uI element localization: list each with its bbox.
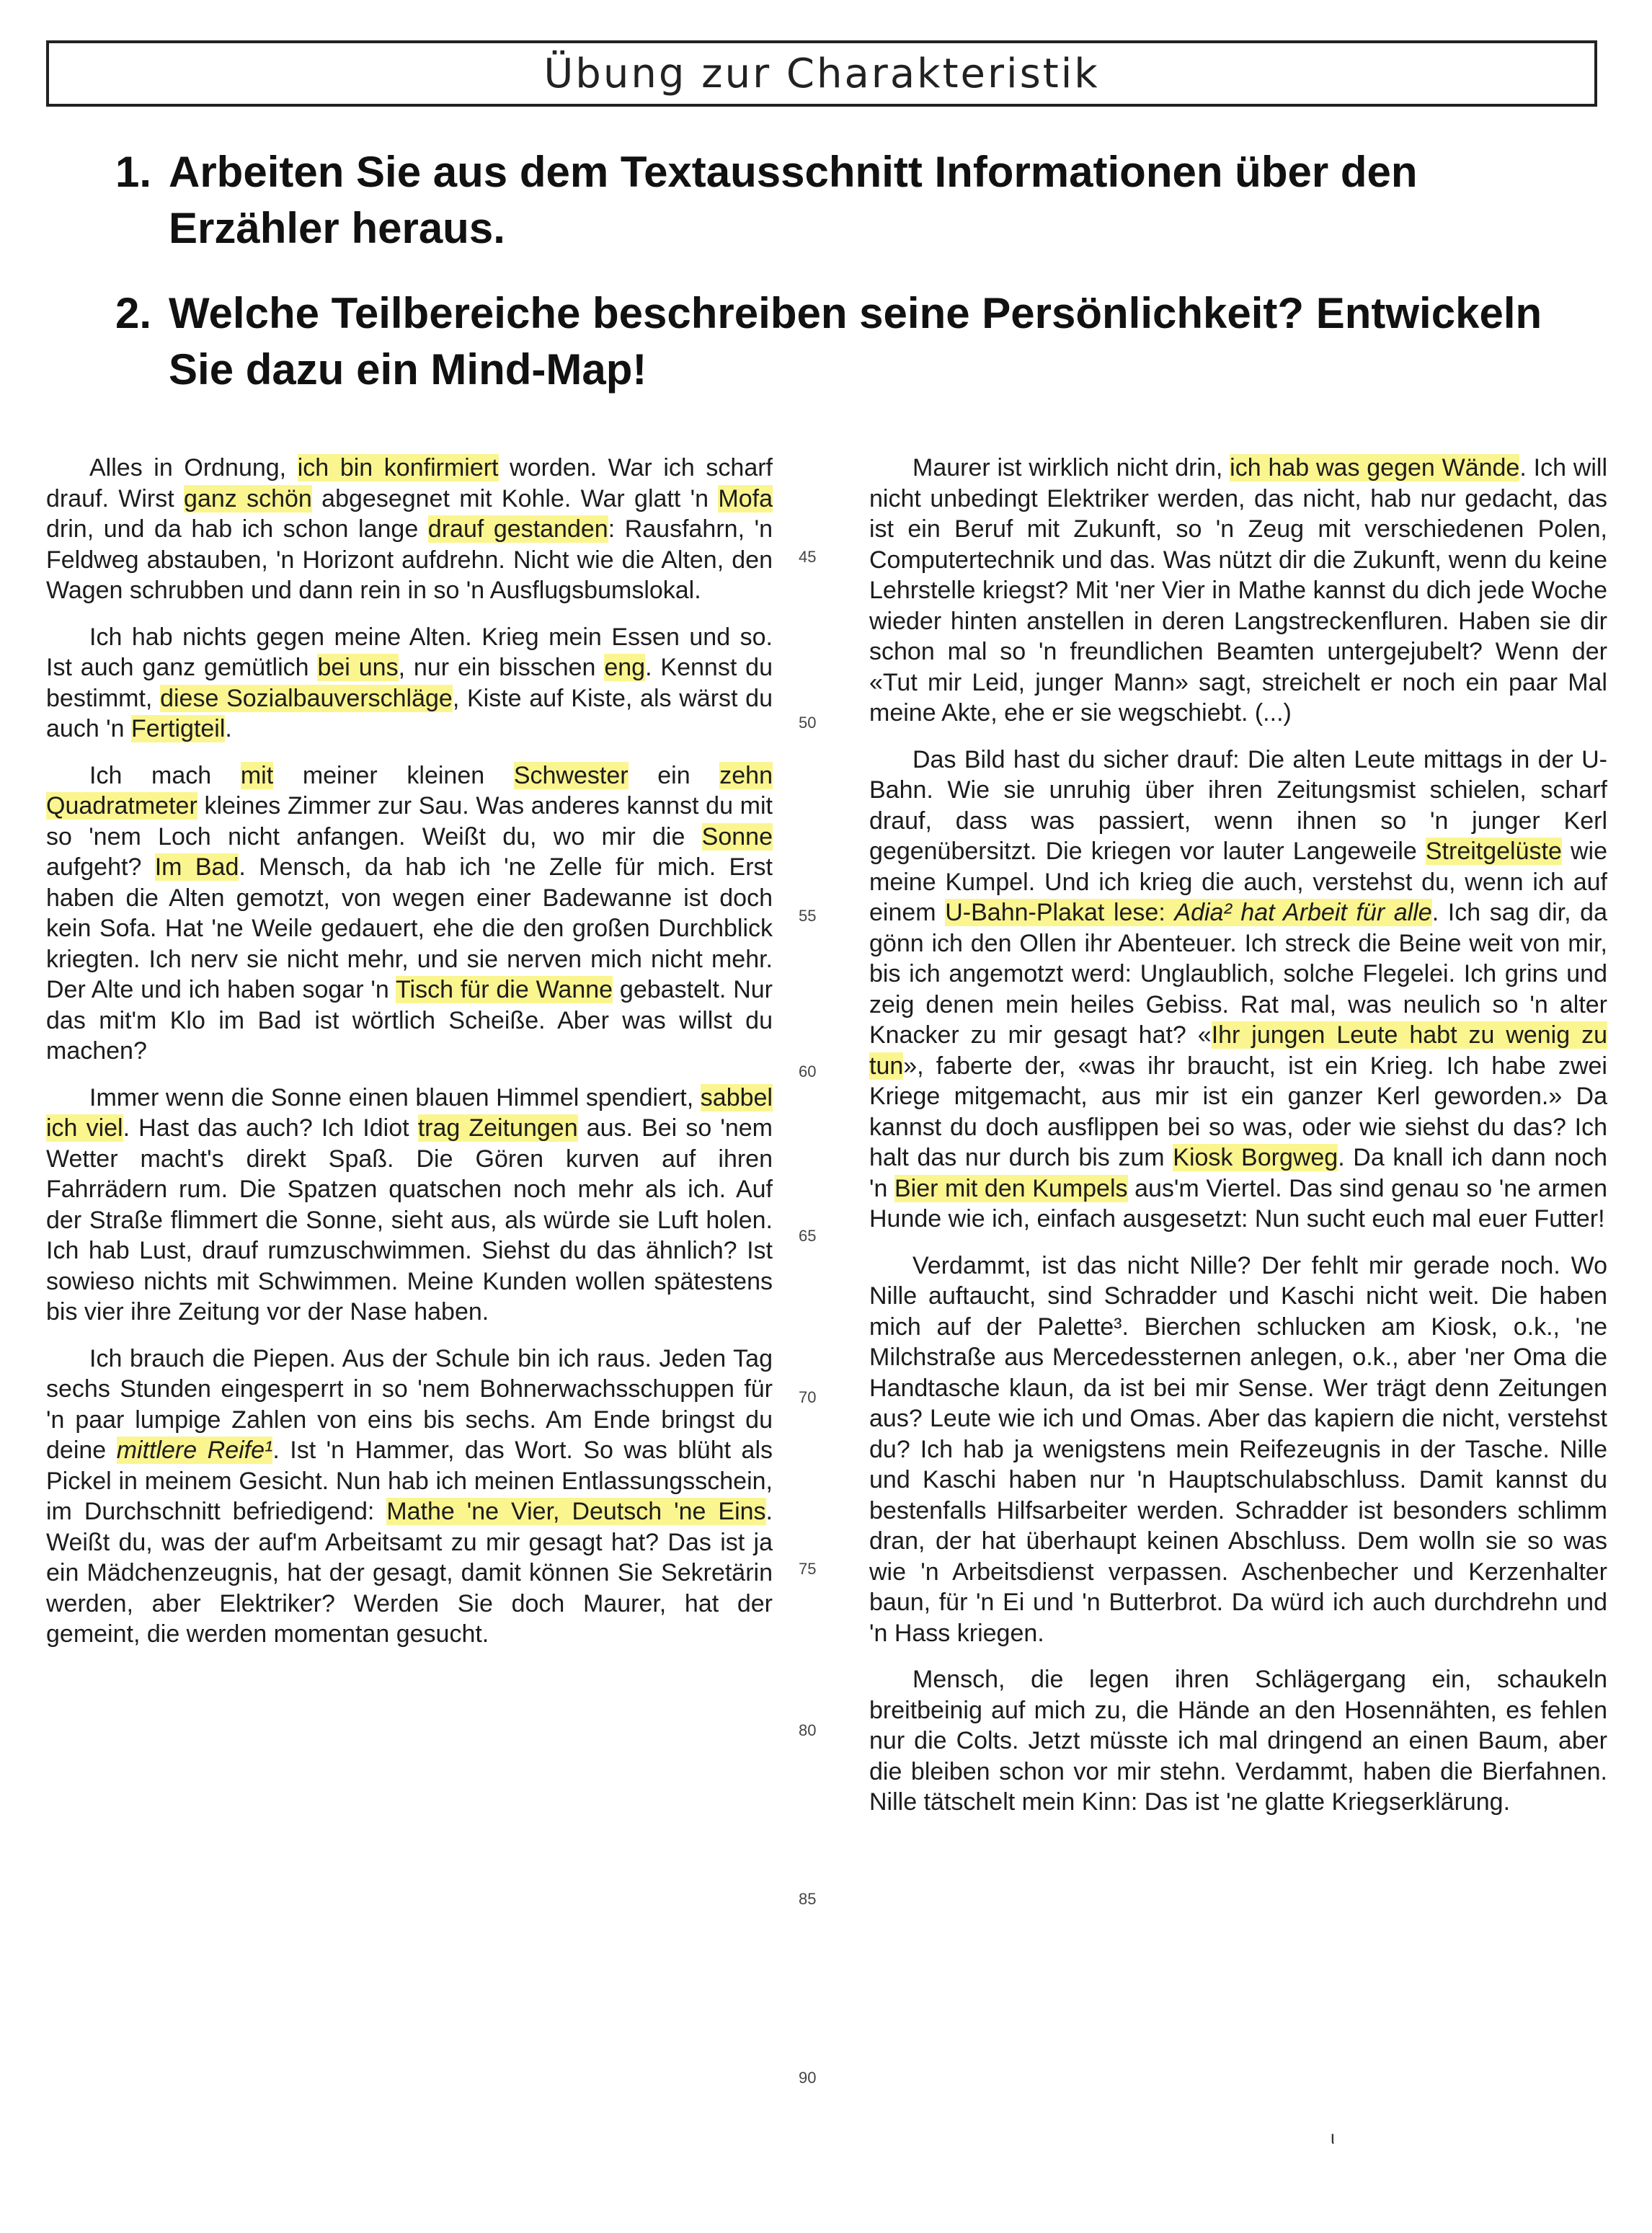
text-segment: aus'm Viertel. Das sind genau so 'ne armen Hunde wie ich, einfach ausgesetzt: Nun sucht euch mal euer Futter! <box>869 1174 1607 1233</box>
highlighted-phrase: Mathe 'ne Vier, Deutsch 'ne Eins <box>386 1498 766 1525</box>
task-list <box>115 144 1571 427</box>
line-number: 75 <box>799 1560 817 1578</box>
text-segment: abgesegnet mit Kohle. War glatt 'n <box>311 484 719 512</box>
text-segment: Mensch, die legen ihren Schlägergang ein, schaukeln breitbeinig auf mich zu, die Hände an den Hosennähten, es fehlen nur die Colts. Jetzt müsste ich mal dringend an einen Baum, aber die bleiben schon vor mir stehn. Verdammt, haben die Bierfahnen. Nille tätschelt mein Kinn: Das ist 'ne glatte Kriegserklärung. <box>869 1666 1607 1816</box>
text-segment: , Kiste auf Kiste, als wärst du auch 'n <box>46 684 773 742</box>
task-number: 1. <box>115 148 152 196</box>
line-number: 50 <box>799 714 817 732</box>
text-segment: Ich hab nichts gegen meine Alten. Krieg mein Essen und so. Ist auch ganz gemütlich <box>46 623 773 681</box>
highlighted-phrase: ich bin konfirmiert <box>297 454 499 481</box>
text-segment: gebastelt. Nur das mit'm Klo im Bad ist wörtlich Scheiße. Aber was willst du machen? <box>46 976 773 1065</box>
highlighted-phrase: Schwester <box>513 761 629 789</box>
text-paragraph <box>46 622 773 745</box>
text-segment: Verdammt, ist das nicht Nille? Der fehlt mir gerade noch. Wo Nille auftaucht, sind Schradder und Kaschi nicht weit. Die haben mich auf der Palette³. Bierchen schlucken am Kiosk, o.k., 'ne Milchstraße aus Mercedessternen anlegen, o.k., aber 'ner Oma die Handtasche klaun, da ist bei mir Sense. Wer trägt denn Zeitungen aus? Leute wie ich und Omas. Aber das kapiern die nicht, verstehst du? Ich hab ja wenigstens mein Reifezeugnis in der Tasche. Nille und Kaschi haben nur 'n Hauptschulabschluss. Damit kannst du bestenfalls Hilfsarbeiter werden. Schradder ist besonders schlimm dran, der hat überhaupt keinen Abschluss. Dem wolln sie so was wie 'n Arbeitsdienst verpassen. Aschenbecher und Kerzenhalter baun, für 'n Ei und 'n Butterbrot. Da würd ich auch durchdrehn und 'n Hass kriegen. <box>869 1251 1607 1647</box>
highlighted-phrase: mittlere Reife¹ <box>116 1437 273 1464</box>
text-segment: . Da knall ich dann noch 'n <box>869 1144 1607 1202</box>
highlighted-phrase: diese Sozialbauverschläge <box>160 684 453 712</box>
text-segment: : Rausfahrn, 'n Feldweg abstauben, 'n Horizont aufdrehn. Nicht wie die Alten, den Wagen schrubben und dann rein in so 'n Ausflugsbumslokal. <box>46 515 773 604</box>
highlighted-phrase: Mofa <box>718 484 773 512</box>
text-segment: drin, und da hab ich schon lange <box>46 515 428 543</box>
text-paragraph <box>869 453 1607 729</box>
text-paragraph <box>46 453 773 606</box>
highlighted-phrase: Streitgelüste <box>1425 838 1562 865</box>
text-segment: worden. War ich scharf drauf. Wirst <box>46 454 773 512</box>
highlighted-phrase: bei uns <box>317 654 399 681</box>
text-segment: . Ich sag dir, da gönn ich den Ollen ihr Abenteuer. Ich streck die Beine weit von mir, bis ich angemotzt werd: Unglaublich, solche Flegelei. Ich grins und zeig denen mein heiles Gebiss. Rat mal, was neulich so 'n alter Knacker zu mir gesagt hat? « <box>869 899 1607 1049</box>
highlighted-phrase: Bier mit den Kumpels <box>894 1174 1128 1202</box>
text-segment: Das Bild hast du sicher drauf: Die alten Leute mittags in der U-Bahn. Wie sie unruhig über ihren Zeitungsmist schielen, scharf drauf, dass was passiert, wenn ihnen so 'n junger Kerl gegenübersitzt. Die kriegen vor lauter Langeweile <box>869 745 1607 865</box>
text-segment: Maurer ist wirklich nicht drin, <box>912 454 1230 481</box>
highlighted-phrase: sabbel ich viel <box>46 1083 773 1142</box>
text-paragraph <box>46 1083 773 1328</box>
line-number: 65 <box>799 1227 817 1245</box>
task-item <box>115 144 1571 257</box>
task-number: 2. <box>115 289 152 337</box>
highlighted-phrase: zehn Quadratmeter <box>46 761 773 820</box>
text-segment: aufgeht? <box>46 853 155 881</box>
highlighted-phrase: Ihr jungen Leute habt zu wenig zu tun <box>869 1021 1607 1080</box>
text-segment: meiner kleinen <box>273 761 514 789</box>
text-paragraph <box>869 1251 1607 1649</box>
text-segment: . Ist 'n Hammer, das Wort. So was blüht als Pickel in meinem Gesicht. Nun hab ich meinen Entlassungsschein, im Durchschnitt befriedigend: <box>46 1437 773 1525</box>
text-segment: kleines Zimmer zur Sau. Was anderes kannst du mit so 'nem Loch nicht anfangen. Weißt du, wo mir die <box>46 792 773 851</box>
text-column-left <box>46 453 773 1666</box>
highlighted-phrase: mit <box>240 761 274 789</box>
text-segment: Immer wenn die Sonne einen blauen Himmel spendiert, <box>89 1083 701 1111</box>
stray-mark: ι <box>1331 2126 1335 2148</box>
page-title: Übung zur Charakteristik <box>543 50 1100 97</box>
highlighted-phrase: eng <box>604 654 646 681</box>
line-number: 70 <box>799 1388 817 1406</box>
highlighted-phrase: ich hab was gegen Wände <box>1230 454 1520 481</box>
text-paragraph <box>869 1664 1607 1818</box>
text-segment: aus. Bei so 'nem Wetter macht's direkt Spaß. Die Gören kurven auf ihren Fahrrädern rum. Die Spatzen quatschen noch mehr als ich. Auf der Straße flimmert die Sonne, sieht aus, als würde sie Luft holen. Ich hab Lust, drauf rumzuschwimmen. Siehst du das ähnlich? Ist sowieso nichts mit Schwimmen. Meine Kunden wollen spätestens bis vier ihre Zeitung vor der Nase haben. <box>46 1114 773 1326</box>
highlighted-phrase: Im Bad <box>154 853 239 881</box>
text-segment: . Weißt du, was der auf'm Arbeitsamt zu mir gesagt hat? Das ist ja ein Mädchenzeugnis, hat der gesagt, damit können Sie Sekretärin werden, aber Elektriker? Werden Sie doch Maurer, hat der gemeint, die werden momentan gesucht. <box>46 1498 773 1648</box>
text-column-right <box>869 453 1607 1834</box>
text-segment: , nur ein bisschen <box>398 654 605 681</box>
line-number: 60 <box>799 1062 817 1080</box>
highlighted-phrase: Sonne <box>701 822 773 851</box>
text-paragraph <box>46 1344 773 1650</box>
text-segment: ein <box>628 761 720 789</box>
text-segment: Ich brauch die Piepen. Aus der Schule bin ich raus. Jeden Tag sechs Stunden eingesperrt in so 'nem Bohnerwachsschuppen für 'n paar lumpige Zahlen von eins bis sechs. Am Ende bringst du deine <box>46 1344 773 1464</box>
line-number: 80 <box>799 1721 817 1739</box>
text-segment: Ich mach <box>89 761 241 789</box>
text-segment: wie meine Kumpel. Und ich krieg die auch, verstehst du, wenn ich auf einem <box>869 838 1607 926</box>
title-box <box>46 40 1597 107</box>
text-segment: », faberte der, «was ihr braucht, ist ein Krieg. Ich habe zwei Kriege mitgemacht, aus mir ist ein ganzer Kerl geworden.» Da kannst du doch ausflippen bei so was, oder wie siehst du das? Ich halt das nur durch bis zum <box>869 1052 1607 1171</box>
highlighted-phrase: U-Bahn-Plakat lese: <box>945 899 1175 926</box>
highlighted-phrase: drauf gestanden <box>427 515 608 543</box>
highlighted-phrase: Adia² hat Arbeit für alle <box>1174 899 1432 926</box>
task-text: Arbeiten Sie aus dem Textausschnitt Informationen über den Erzähler heraus. <box>169 148 1418 252</box>
text-segment: . Ich will nicht unbedingt Elektriker werden, das nicht, hab nur gedacht, das ist ein Beruf mit Zukunft, so 'n Zeug mit verschiedenen Polen, Computertechnik und das. Was nützt dir die Zukunft, wenn du keine Lehrstelle kriegst? Mit 'ner Vier in Mathe kannst du dich jede Woche wieder hinten anstellen in deren Langstreckenfluren. Haben sie dir schon mal so 'n freundlichen Beamten untergejubelt? Wenn der «Tut mir Leid, junger Mann» sagt, streichelt er noch ein paar Mal meine Akte, ehe er sie wegschiebt. (...) <box>869 454 1607 727</box>
highlighted-phrase: trag Zeitungen <box>417 1114 578 1142</box>
text-segment: Alles in Ordnung, <box>89 454 298 481</box>
highlighted-phrase: Fertigteil <box>131 715 226 742</box>
text-segment: . Kennst du bestimmt, <box>46 654 773 712</box>
text-paragraph <box>46 760 773 1067</box>
text-segment: . Hast das auch? Ich Idiot <box>123 1114 418 1142</box>
highlighted-phrase: Kiosk Borgweg <box>1173 1144 1338 1171</box>
line-number: 55 <box>799 907 817 925</box>
task-item <box>115 285 1571 398</box>
line-number: 45 <box>799 548 817 566</box>
text-segment: . Mensch, da hab ich 'ne Zelle für mich. Erst haben die Alten gemotzt, von wegen einer Badewanne ist doch kein Sofa. Hat 'ne Weile gedauert, ehe die den großen Durchblick kriegten. Ich nerv sie nicht mehr, und sie nerven mich nicht mehr. Der Alte und ich haben sogar 'n <box>46 853 773 1003</box>
task-text: Welche Teilbereiche beschreiben seine Persönlichkeit? Entwickeln Sie dazu ein Mind-Map! <box>169 289 1542 394</box>
line-number: 85 <box>799 1890 817 1908</box>
highlighted-phrase: ganz schön <box>184 484 312 512</box>
line-number: 90 <box>799 2069 817 2087</box>
highlighted-phrase: Tisch für die Wanne <box>396 976 613 1003</box>
text-segment: . <box>225 715 232 742</box>
text-paragraph <box>869 745 1607 1235</box>
